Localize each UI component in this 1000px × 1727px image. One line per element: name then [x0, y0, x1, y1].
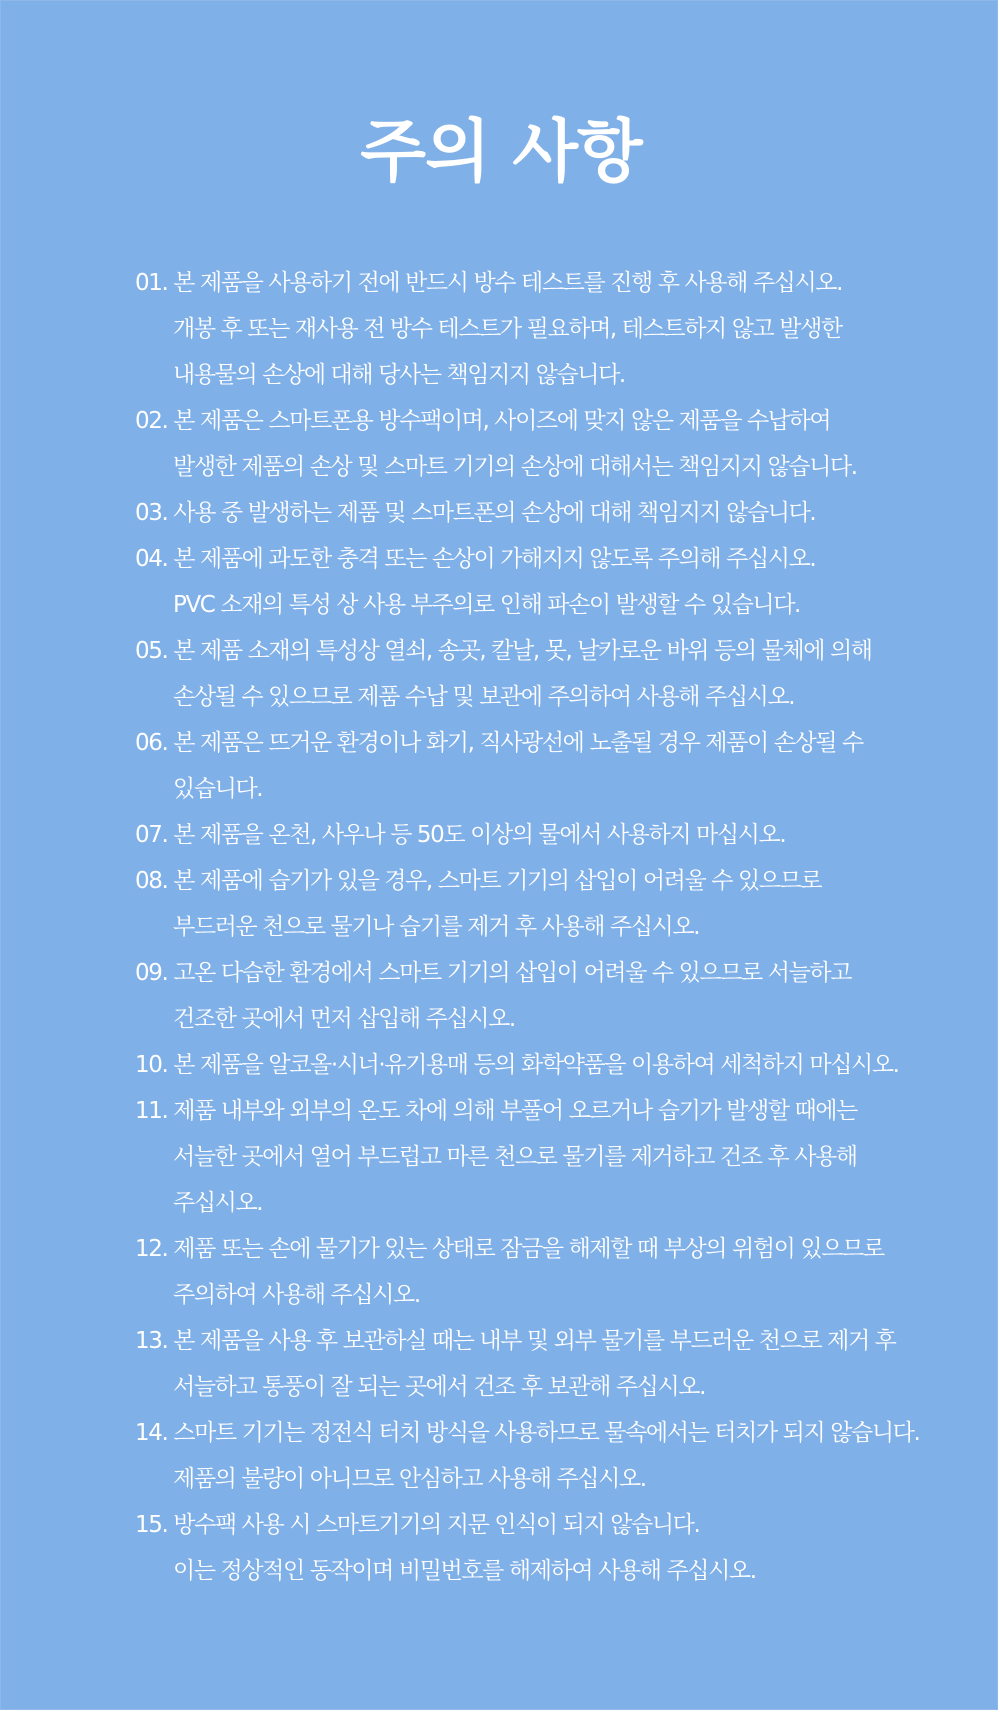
notice-item: [135, 536, 995, 628]
notice-text-continued: 손상될 수 있으므로 제품 수납 및 보관에 주의하여 사용해 주십시오.: [173, 684, 795, 710]
notice-item: [135, 858, 995, 950]
notice-item: [135, 950, 995, 1042]
notice-text: 07. 본 제품을 온천, 사우나 등 50도 이상의 물에서 사용하지 마십시오.: [135, 822, 786, 848]
notice-text: 12. 제품 또는 손에 물기가 있는 상태로 잠금을 해제할 때 부상의 위험이 있으므로: [135, 1236, 884, 1262]
notice-item: [135, 398, 995, 490]
page-title: 주의 사항: [360, 113, 642, 192]
notice-text-continued: 제품의 불량이 아니므로 안심하고 사용해 주십시오.: [173, 1466, 646, 1492]
notice-item: [135, 490, 995, 536]
notice-item: [135, 1088, 995, 1226]
notice-text-continued: PVC 소재의 특성 상 사용 부주의로 인해 파손이 발생할 수 있습니다.: [173, 592, 800, 618]
notice-text-continued: 주십시오.: [173, 1190, 263, 1216]
notice-text-continued: 서늘하고 통풍이 잘 되는 곳에서 건조 후 보관해 주십시오.: [173, 1374, 706, 1400]
notice-text: 05. 본 제품 소재의 특성상 열쇠, 송곳, 칼날, 못, 날카로운 바위 등의 물체에 의해: [135, 638, 872, 664]
notice-text-continued: 이는 정상적인 동작이며 비밀번호를 해제하여 사용해 주십시오.: [173, 1558, 756, 1584]
notice-text-continued: 서늘한 곳에서 열어 부드럽고 마른 천으로 물기를 제거하고 건조 후 사용해: [173, 1144, 857, 1170]
notice-text-continued: 부드러운 천으로 물기나 습기를 제거 후 사용해 주십시오.: [173, 914, 700, 940]
notice-text-continued: 주의하여 사용해 주십시오.: [173, 1282, 420, 1308]
notice-text: 02. 본 제품은 스마트폰용 방수팩이며, 사이즈에 맞지 않은 제품을 수납하여: [135, 408, 831, 434]
notice-text: 14. 스마트 기기는 정전식 터치 방식을 사용하므로 물속에서는 터치가 되지 않습니다.: [135, 1420, 920, 1446]
notice-text-continued: 개봉 후 또는 재사용 전 방수 테스트가 필요하며, 테스트하지 않고 발생한: [173, 316, 842, 342]
notice-text: 08. 본 제품에 습기가 있을 경우, 스마트 기기의 삽입이 어려울 수 있으므로: [135, 868, 822, 894]
notice-item: [135, 1410, 995, 1502]
notice-item: [135, 260, 995, 398]
notice-item: [135, 1226, 995, 1318]
notice-text: 11. 제품 내부와 외부의 온도 차에 의해 부풀어 오르거나 습기가 발생할 때에는: [135, 1098, 857, 1124]
notice-text: 04. 본 제품에 과도한 충격 또는 손상이 가해지지 않도록 주의해 주십시오.: [135, 546, 816, 572]
notice-text: 03. 사용 중 발생하는 제품 및 스마트폰의 손상에 대해 책임지지 않습니다.: [135, 500, 816, 526]
notice-item: [135, 628, 995, 720]
notice-text-continued: 내용물의 손상에 대해 당사는 책임지지 않습니다.: [173, 362, 625, 388]
notice-text: 13. 본 제품을 사용 후 보관하실 때는 내부 및 외부 물기를 부드러운 천으로 제거 후: [135, 1328, 896, 1354]
notice-text-continued: 있습니다.: [173, 776, 263, 802]
notice-item: [135, 812, 995, 858]
notice-text: 09. 고온 다습한 환경에서 스마트 기기의 삽입이 어려울 수 있으므로 서늘하고: [135, 960, 852, 986]
notice-text-continued: 건조한 곳에서 먼저 삽입해 주십시오.: [173, 1006, 515, 1032]
notice-item: [135, 1502, 995, 1594]
notice-item: [135, 1042, 995, 1088]
notice-text: 15. 방수팩 사용 시 스마트기기의 지문 인식이 되지 않습니다.: [135, 1512, 700, 1538]
notice-text-continued: 발생한 제품의 손상 및 스마트 기기의 손상에 대해서는 책임지지 않습니다.: [173, 454, 857, 480]
notice-list: [135, 260, 995, 1594]
notice-item: [135, 720, 995, 812]
notice-text: 01. 본 제품을 사용하기 전에 반드시 방수 테스트를 진행 후 사용해 주십시오.: [135, 270, 843, 296]
notice-item: [135, 1318, 995, 1410]
notice-text: 06. 본 제품은 뜨거운 환경이나 화기, 직사광선에 노출될 경우 제품이 손상될 수: [135, 730, 863, 756]
notice-text: 10. 본 제품을 알코올·시너·유기용매 등의 화학약품을 이용하여 세척하지 마십시오.: [135, 1052, 899, 1078]
